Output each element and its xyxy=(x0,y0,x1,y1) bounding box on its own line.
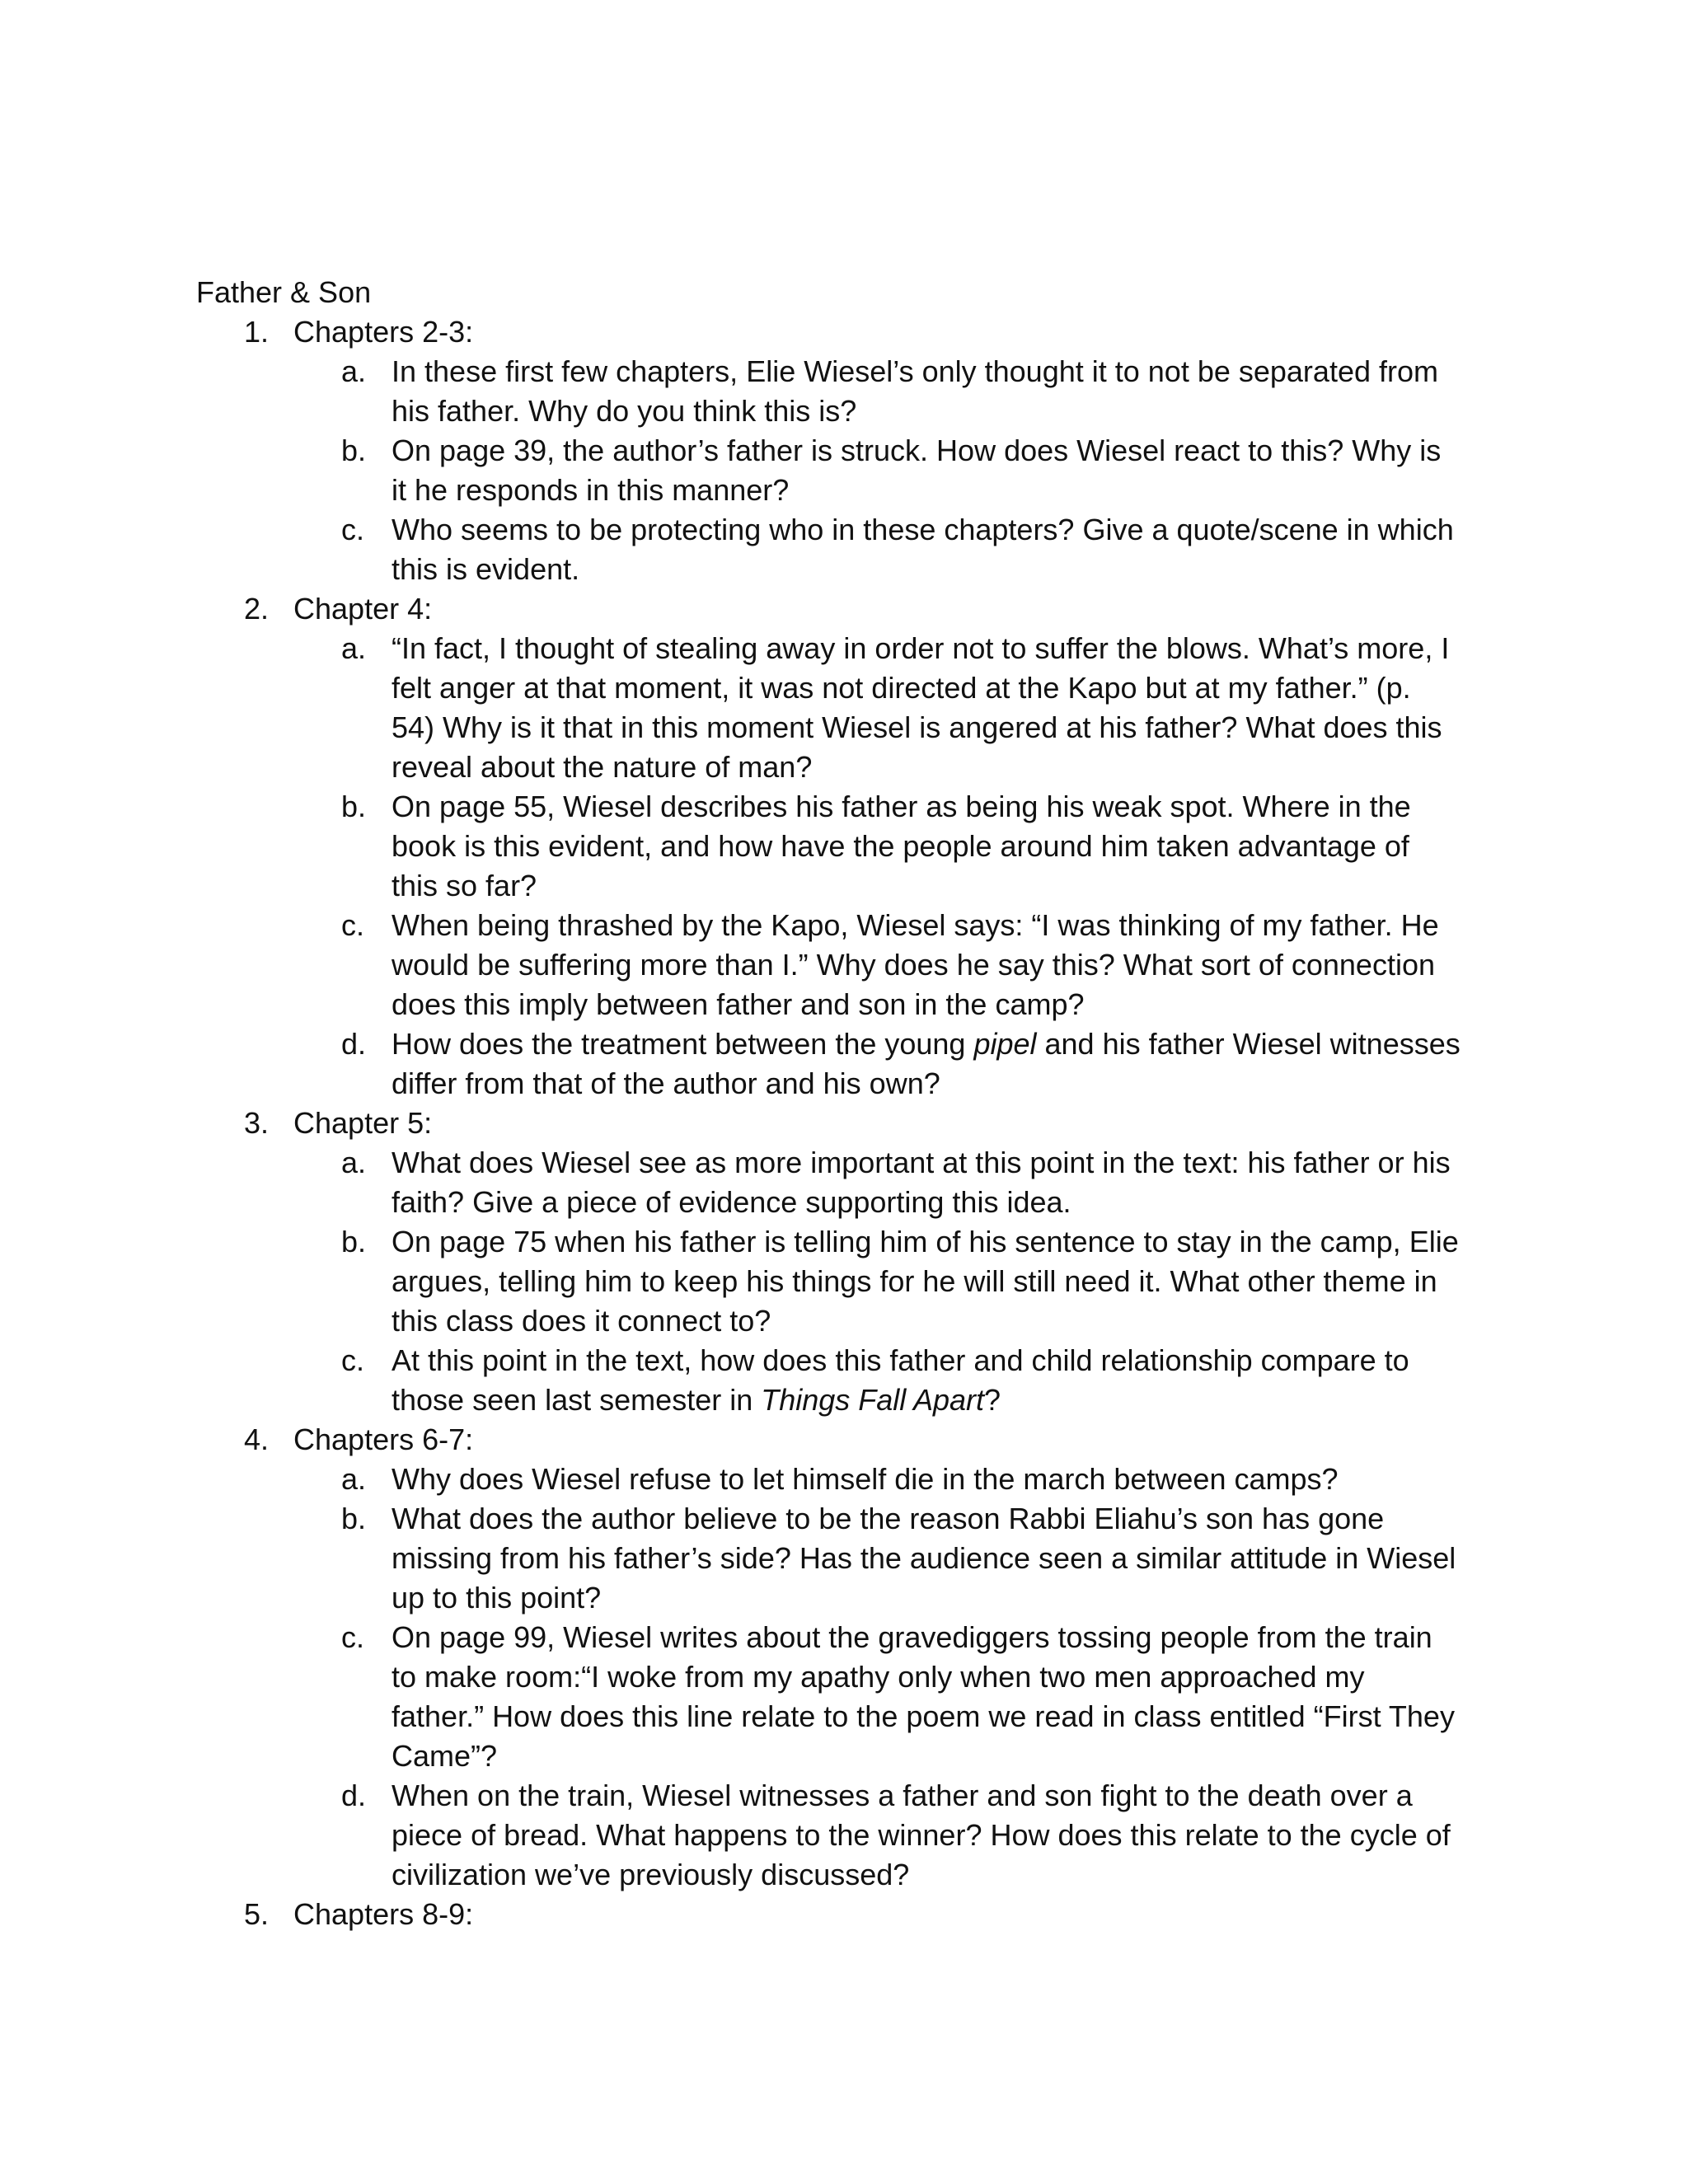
text-run: this class does it connect to? xyxy=(392,1304,771,1338)
question-list xyxy=(0,312,1688,1934)
text-run: On page 55, Wiesel describes his father as being his weak spot. Where in the xyxy=(392,790,1411,823)
text-run: his father. Why do you think this is? xyxy=(392,394,857,428)
question-line xyxy=(392,1499,1479,1539)
question-letter: a. xyxy=(341,1146,367,1179)
question-line xyxy=(392,1657,1479,1697)
question-letter: a. xyxy=(341,354,367,388)
text-run: When being thrashed by the Kapo, Wiesel says: “I was thinking of my father. He xyxy=(392,908,1439,942)
text-run: civilization we’ve previously discussed? xyxy=(392,1858,910,1891)
question-letter: c. xyxy=(341,1620,365,1654)
question-text xyxy=(392,1460,1479,1499)
question-item xyxy=(0,1143,1688,1222)
section-heading-text: Chapters 8-9: xyxy=(293,1897,474,1931)
question-item xyxy=(0,906,1688,1024)
text-run: In these first few chapters, Elie Wiesel’s only thought it to not be separated from xyxy=(392,354,1438,388)
question-line xyxy=(392,866,1479,906)
text-run: When on the train, Wiesel witnesses a father and son fight to the death over a xyxy=(392,1779,1413,1812)
section-heading-text: Chapters 6-7: xyxy=(293,1422,474,1456)
document-title: Father & Son xyxy=(196,275,372,309)
question-line xyxy=(392,550,1479,589)
question-letter: b. xyxy=(341,434,367,467)
question-line xyxy=(392,1539,1479,1578)
question-line xyxy=(392,1578,1479,1618)
text-run: this is evident. xyxy=(392,552,580,586)
section-number: 4. xyxy=(244,1422,270,1456)
question-item xyxy=(0,510,1688,589)
text-run: Who seems to be protecting who in these chapters? Give a quote/scene in which xyxy=(392,513,1454,546)
text-run: does this imply between father and son in the camp? xyxy=(392,987,1085,1021)
question-letter: c. xyxy=(341,908,365,942)
question-letter: b. xyxy=(341,1225,367,1258)
text-run: Why does Wiesel refuse to let himself die in the march between camps? xyxy=(392,1462,1339,1496)
question-text xyxy=(392,1222,1479,1341)
question-line xyxy=(392,1301,1479,1341)
question-line xyxy=(392,1143,1479,1183)
question-text xyxy=(392,1776,1479,1895)
question-item xyxy=(0,1499,1688,1618)
question-text xyxy=(392,1341,1479,1420)
section-heading xyxy=(0,312,1688,352)
italic-title: pipel xyxy=(973,1027,1037,1061)
text-run: On page 39, the author’s father is struck. How does Wiesel react to this? Why is xyxy=(392,434,1442,467)
question-item xyxy=(0,1460,1688,1499)
text-run: reveal about the nature of man? xyxy=(392,750,813,784)
text-run: At this point in the text, how does this father and child relationship compare to xyxy=(392,1343,1409,1377)
question-item xyxy=(0,1776,1688,1895)
question-line xyxy=(392,1618,1479,1657)
text-run: this so far? xyxy=(392,869,537,902)
question-line xyxy=(392,1024,1479,1064)
question-item xyxy=(0,431,1688,510)
text-run: How does the treatment between the young xyxy=(392,1027,974,1061)
question-line xyxy=(392,1460,1479,1499)
question-letter: c. xyxy=(341,513,365,546)
question-line xyxy=(392,787,1479,827)
section-number: 5. xyxy=(244,1897,270,1931)
section-heading xyxy=(0,1420,1688,1460)
question-line xyxy=(392,1341,1479,1380)
question-letter: b. xyxy=(341,790,367,823)
text-run: and his father Wiesel witnesses xyxy=(1036,1027,1461,1061)
question-letter: a. xyxy=(341,631,367,665)
text-run: up to this point? xyxy=(392,1581,602,1615)
question-item xyxy=(0,352,1688,431)
question-letter: d. xyxy=(341,1779,367,1812)
question-line xyxy=(392,906,1479,945)
question-line xyxy=(392,431,1479,471)
italic-title: Things Fall Apart xyxy=(761,1383,985,1417)
question-item xyxy=(0,787,1688,906)
question-text xyxy=(392,352,1479,431)
question-item xyxy=(0,1024,1688,1104)
section-heading xyxy=(0,589,1688,629)
question-line xyxy=(392,748,1479,787)
text-run: differ from that of the author and his own? xyxy=(392,1066,940,1100)
section-number: 1. xyxy=(244,315,270,349)
section-number: 3. xyxy=(244,1106,270,1140)
question-text xyxy=(392,1499,1479,1618)
question-text xyxy=(392,629,1479,787)
question-line xyxy=(392,1697,1479,1736)
section-heading-text: Chapters 2-3: xyxy=(293,315,474,349)
question-line xyxy=(392,1855,1479,1895)
question-line xyxy=(392,510,1479,550)
text-run: father.” How does this line relate to the poem we read in class entitled “First They xyxy=(392,1699,1455,1733)
text-run: piece of bread. What happens to the winner? How does this relate to the cycle of xyxy=(392,1818,1451,1852)
question-text xyxy=(392,431,1479,510)
question-line xyxy=(392,1183,1479,1222)
question-letter: a. xyxy=(341,1462,367,1496)
question-line xyxy=(392,352,1479,391)
question-line xyxy=(392,1776,1479,1816)
text-run: felt anger at that moment, it was not directed at the Kapo but at my father.” (p. xyxy=(392,671,1411,705)
question-item xyxy=(0,1618,1688,1776)
text-run: argues, telling him to keep his things for he will still need it. What other theme in xyxy=(392,1264,1437,1298)
text-run: to make room:“I woke from my apathy only when two men approached my xyxy=(392,1660,1365,1694)
text-run: What does the author believe to be the reason Rabbi Eliahu’s son has gone xyxy=(392,1502,1385,1535)
question-line xyxy=(392,1816,1479,1855)
question-text xyxy=(392,787,1479,906)
text-run: faith? Give a piece of evidence supporting this idea. xyxy=(392,1185,1071,1219)
section-heading xyxy=(0,1895,1688,1934)
question-line xyxy=(392,1380,1479,1420)
text-run: book is this evident, and how have the people around him taken advantage of xyxy=(392,829,1409,863)
question-letter: b. xyxy=(341,1502,367,1535)
question-line xyxy=(392,1262,1479,1301)
text-run: On page 99, Wiesel writes about the gravediggers tossing people from the train xyxy=(392,1620,1432,1654)
question-line xyxy=(392,629,1479,668)
question-line xyxy=(392,391,1479,431)
question-line xyxy=(392,471,1479,510)
text-run: ? xyxy=(984,1383,1001,1417)
text-run: On page 75 when his father is telling him of his sentence to stay in the camp, Elie xyxy=(392,1225,1459,1258)
text-run: What does Wiesel see as more important at this point in the text: his father or his xyxy=(392,1146,1451,1179)
question-letter: c. xyxy=(341,1343,365,1377)
question-line xyxy=(392,708,1479,748)
text-run: those seen last semester in xyxy=(392,1383,762,1417)
question-line xyxy=(392,668,1479,708)
question-line xyxy=(392,827,1479,866)
question-letter: d. xyxy=(341,1027,367,1061)
text-run: would be suffering more than I.” Why does he say this? What sort of connection xyxy=(392,948,1435,982)
section-heading-text: Chapter 4: xyxy=(293,592,433,626)
section-heading xyxy=(0,1104,1688,1143)
section-heading-text: Chapter 5: xyxy=(293,1106,433,1140)
question-text xyxy=(392,1024,1479,1104)
text-run: Came”? xyxy=(392,1739,498,1773)
section-number: 2. xyxy=(244,592,270,626)
text-run: missing from his father’s side? Has the audience seen a similar attitude in Wiesel xyxy=(392,1541,1456,1575)
question-text xyxy=(392,906,1479,1024)
question-line xyxy=(392,1064,1479,1104)
question-line xyxy=(392,985,1479,1024)
question-line xyxy=(392,1736,1479,1776)
text-run: 54) Why is it that in this moment Wiesel is angered at his father? What does this xyxy=(392,710,1442,744)
question-text xyxy=(392,510,1479,589)
question-item xyxy=(0,629,1688,787)
question-line xyxy=(392,945,1479,985)
text-run: it he responds in this manner? xyxy=(392,473,790,507)
question-text xyxy=(392,1618,1479,1776)
question-item xyxy=(0,1341,1688,1420)
question-text xyxy=(392,1143,1479,1222)
text-run: “In fact, I thought of stealing away in order not to suffer the blows. What’s more, I xyxy=(392,631,1450,665)
question-line xyxy=(392,1222,1479,1262)
question-item xyxy=(0,1222,1688,1341)
